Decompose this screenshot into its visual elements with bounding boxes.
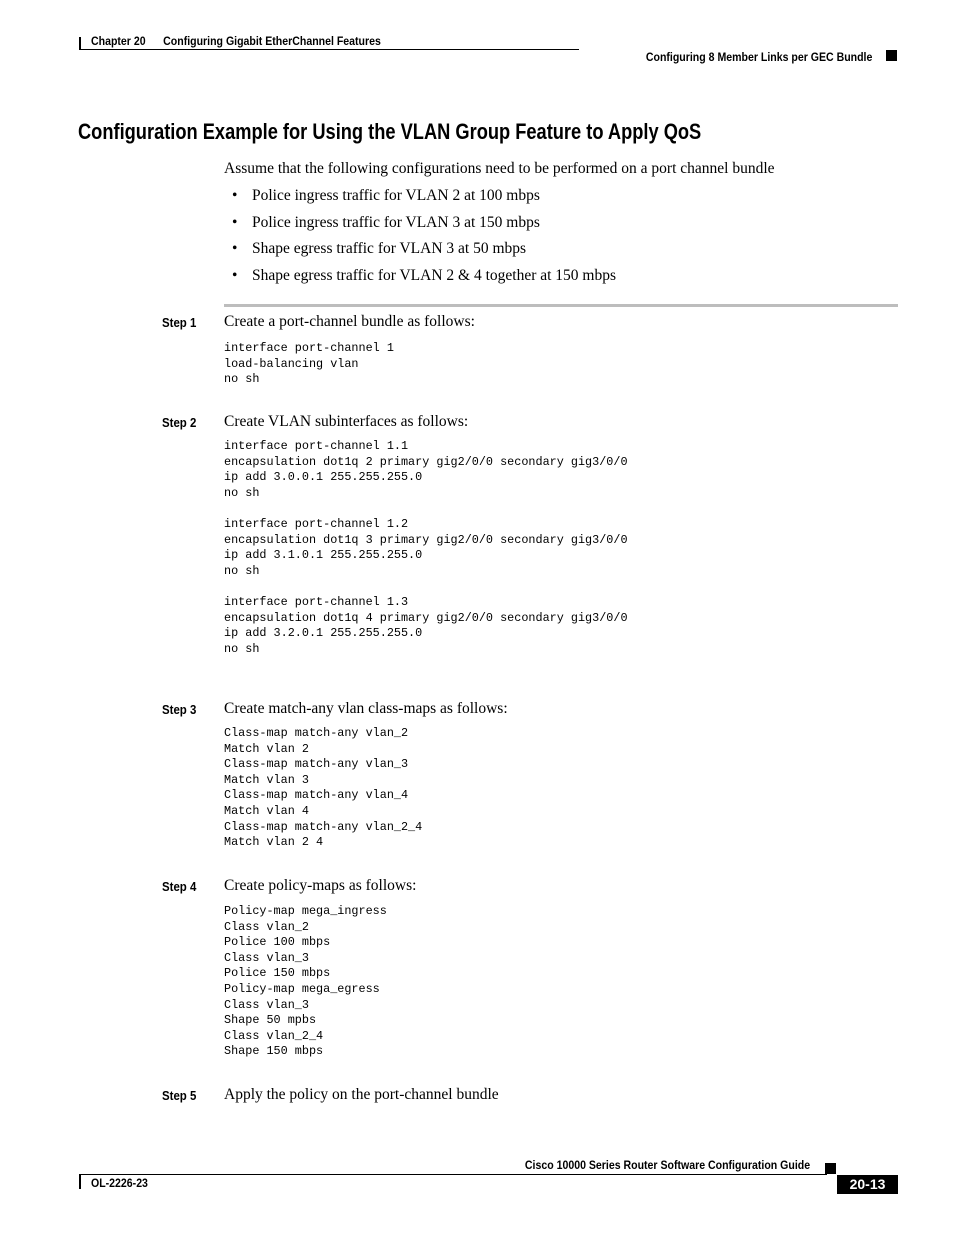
code-block: interface port-channel 1 load-balancing vlan no sh [224,341,394,387]
requirements-list [232,186,616,292]
step-label: Step 1 [162,315,197,330]
step-label: Step 2 [162,415,197,430]
footer-left-bar [79,1174,81,1189]
footer-doc-number: OL-2226-23 [91,1176,148,1190]
header-marker-block [886,50,897,61]
step-label: Step 5 [162,1088,197,1103]
footer-guide-title: Cisco 10000 Series Router Software Configuration Guide [524,1158,810,1172]
step-text: Create policy-maps as follows: [224,877,417,894]
header-rule [79,49,579,50]
step-text: Create a port-channel bundle as follows: [224,313,475,330]
list-item-text: Police ingress traffic for VLAN 2 at 100 mbps [252,187,540,204]
footer-marker-block [825,1163,836,1174]
step-text: Create VLAN subinterfaces as follows: [224,413,469,430]
list-item-text: Shape egress traffic for VLAN 2 & 4 together at 150 mbps [252,266,617,284]
list-item [232,213,616,240]
page-number-badge: 20-13 [837,1175,898,1194]
footer-rule [79,1174,827,1175]
step-text: Create match-any vlan class-maps as follows: [224,700,508,717]
code-block: interface port-channel 1.1 encapsulation dot1q 2 primary gig2/0/0 secondary gig3/0/0 ip add 3.0.0.1 255.255.255.0 no sh interface port-channel 1.2 encapsulation dot1q 3 primary gig2/0/0 secondary gig3/0/0 ip add 3.1.0.1 255.255.255.0 no sh interface port-channel 1.3 encapsulation dot1q 4 primary gig2/0/0 secondary gig3/0/0 ip add 3.2.0.1 255.255.255.0 no sh [224,439,628,656]
procedure-separator [224,304,898,307]
step-text: Apply the policy on the port-channel bundle [224,1086,499,1103]
bullet-glyph: • [232,213,238,231]
list-item [232,186,616,213]
bullet-glyph: • [232,240,238,257]
header-section-title: Configuring 8 Member Links per GEC Bundle [645,50,872,64]
step-label: Step 4 [162,879,197,894]
step-label: Step 3 [162,702,197,717]
bullet-glyph: • [232,187,238,204]
page-title: Configuration Example for Using the VLAN Group Feature to Apply QoS [78,119,702,144]
code-block: Policy-map mega_ingress Class vlan_2 Police 100 mbps Class vlan_3 Police 150 mbps Policy-map mega_egress Class vlan_3 Shape 50 mpbs Class vlan_2_4 Shape 150 mbps [224,904,387,1059]
list-item [232,266,616,293]
list-item-text: Police ingress traffic for VLAN 3 at 150 mbps [252,213,540,231]
intro-paragraph: Assume that the following configurations need to be performed on a port channel bundle [224,160,775,177]
code-block: Class-map match-any vlan_2 Match vlan 2 Class-map match-any vlan_3 Match vlan 3 Class-map match-any vlan_4 Match vlan 4 Class-map match-any vlan_2_4 Match vlan 2 4 [224,726,423,850]
list-item [232,239,616,266]
header-chapter: Chapter 20 Configuring Gigabit EtherChannel Features [91,34,381,48]
bullet-glyph: • [232,266,238,284]
list-item-text: Shape egress traffic for VLAN 3 at 50 mbps [252,240,527,257]
